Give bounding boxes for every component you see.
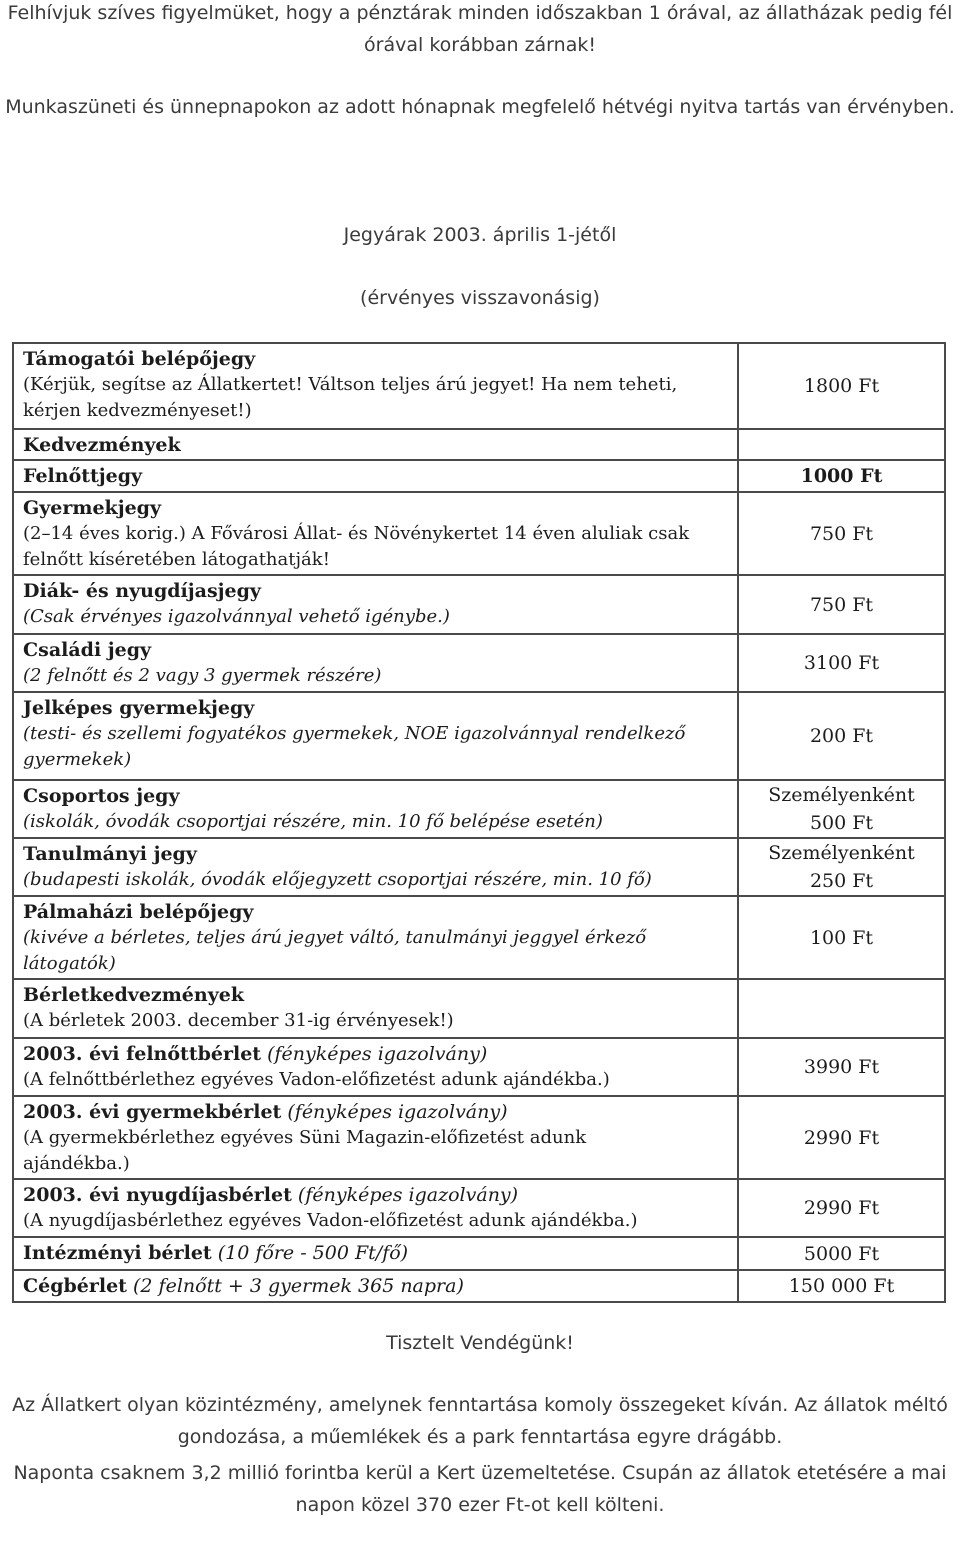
ticket-note: ajándékba.) <box>23 1153 130 1174</box>
price-row <box>13 429 945 460</box>
price-row <box>13 575 945 634</box>
ticket-title-text: Családi jegy <box>23 639 152 661</box>
price-row <box>13 634 945 692</box>
ticket-title <box>23 1240 730 1266</box>
ticket-description <box>13 1096 738 1179</box>
ticket-description <box>13 634 738 692</box>
ticket-price <box>738 1270 945 1302</box>
ticket-title-text: Tanulmányi jegy <box>23 843 197 865</box>
ticket-description <box>13 1237 738 1270</box>
ticket-price <box>738 780 945 838</box>
paragraph-line: napon közel 370 ezer Ft-ot kell költeni. <box>295 1494 665 1516</box>
price-value: 5000 Ft <box>803 1242 880 1265</box>
price-row <box>13 343 945 429</box>
price-value: Személyenként <box>768 784 915 806</box>
ticket-description <box>13 460 738 492</box>
ticket-description <box>13 1270 738 1302</box>
ticket-note: (Kérjük, segítse az Állatkertet! Váltson teljes árú jegyet! Ha nem teheti, <box>23 374 678 395</box>
ticket-note: (iskolák, óvodák csoportjai részére, min. 10 fő belépése esetén) <box>23 811 603 832</box>
holiday-notice: Munkaszüneti és ünnepnapokon az adott hónapnak megfelelő hétvégi nyitva tartás van érvényben. <box>5 96 955 118</box>
ticket-title-text: 2003. évi nyugdíjasbérlet <box>23 1184 292 1206</box>
price-row <box>13 1237 945 1270</box>
price-value: 750 Ft <box>809 593 874 616</box>
ticket-description <box>13 896 738 979</box>
ticket-title-text: Intézményi bérlet <box>23 1242 212 1264</box>
greeting: Tisztelt Vendégünk! <box>386 1332 574 1354</box>
ticket-title-text: Cégbérlet <box>23 1275 127 1297</box>
ticket-title <box>23 982 730 1008</box>
price-row <box>13 492 945 575</box>
paragraph-line: gondozása, a műemlékek és a park fenntartása egyre drágább. <box>177 1426 783 1448</box>
ticket-description <box>13 979 738 1038</box>
price-row <box>13 979 945 1038</box>
ticket-description <box>13 429 738 460</box>
ticket-note: (testi- és szellemi fogyatékos gyermekek, NOE igazolvánnyal rendelkező <box>23 723 686 744</box>
price-row <box>13 692 945 780</box>
price-value: 250 Ft <box>809 870 874 892</box>
ticket-description <box>13 343 738 429</box>
ticket-note: (A nyugdíjasbérlethez egyéves Vadon-előfizetést adunk ajándékba.) <box>23 1210 638 1231</box>
ticket-title-text: Pálmaházi belépőjegy <box>23 901 254 923</box>
ticket-note: felnőtt kíséretében látogathatják! <box>23 549 330 570</box>
ticket-title-note: (fényképes igazolvány) <box>261 1043 488 1065</box>
ticket-title <box>23 637 730 663</box>
notice-line: órával korábban zárnak! <box>364 34 596 56</box>
ticket-title-text: Bérletkedvezmények <box>23 984 244 1006</box>
ticket-title <box>23 463 730 489</box>
ticket-title <box>23 1182 730 1208</box>
ticket-title <box>23 899 730 925</box>
ticket-description <box>13 1038 738 1096</box>
ticket-note: kérjen kedvezményeset!) <box>23 400 252 421</box>
price-row <box>13 460 945 492</box>
closing-paragraph-2 <box>0 1457 960 1521</box>
ticket-title <box>23 695 730 721</box>
ticket-description <box>13 492 738 575</box>
price-value: 1000 Ft <box>800 465 883 487</box>
ticket-title <box>23 495 730 521</box>
price-value: 200 Ft <box>809 725 874 747</box>
ticket-title-note: (fényképes igazolvány) <box>291 1184 519 1206</box>
ticket-title-text: 2003. évi gyermekbérlet <box>23 1101 282 1123</box>
ticket-title <box>23 1273 730 1299</box>
price-value: 750 Ft <box>809 522 874 545</box>
price-value: 3990 Ft <box>803 1056 880 1078</box>
ticket-note: (A gyermekbérlethez egyéves Süni Magazin-előfizetést adunk <box>23 1127 587 1148</box>
price-row <box>13 1270 945 1302</box>
ticket-description <box>13 575 738 634</box>
ticket-title-text: 2003. évi felnőttbérlet <box>23 1043 262 1065</box>
ticket-note: (budapesti iskolák, óvodák előjegyzett csoportjai részére, min. 10 fő) <box>23 869 652 890</box>
ticket-description <box>13 780 738 838</box>
ticket-note: (Csak érvényes igazolvánnyal vehető igénybe.) <box>23 606 450 627</box>
price-value: 2990 Ft <box>803 1126 880 1149</box>
ticket-price <box>738 1179 945 1237</box>
ticket-price <box>738 460 945 492</box>
ticket-note: (A felnőttbérlethez egyéves Vadon-előfizetést adunk ajándékba.) <box>23 1069 610 1090</box>
closing-paragraph-1 <box>0 1389 960 1453</box>
ticket-description <box>13 838 738 896</box>
ticket-title-text: Támogatói belépőjegy <box>23 348 256 370</box>
price-value: 150 000 Ft <box>788 1275 895 1297</box>
ticket-price <box>738 692 945 780</box>
ticket-title <box>23 841 730 867</box>
price-row <box>13 838 945 896</box>
ticket-price <box>738 634 945 692</box>
price-value: 2990 Ft <box>803 1197 880 1219</box>
price-value: 100 Ft <box>809 926 874 949</box>
ticket-title-text: Diák- és nyugdíjasjegy <box>23 580 261 602</box>
ticket-title <box>23 1099 730 1125</box>
ticket-title-note: (10 főre - 500 Ft/fő) <box>211 1242 409 1264</box>
price-row <box>13 896 945 979</box>
price-value: 3100 Ft <box>803 652 880 674</box>
ticket-description <box>13 1179 738 1237</box>
ticket-note: (2–14 éves korig.) A Fővárosi Állat- és Növénykertet 14 éven aluliak csak <box>23 523 690 544</box>
notice-line: Felhívjuk szíves figyelmüket, hogy a pénztárak minden időszakban 1 órával, az állatházak pedig fél <box>7 2 953 24</box>
ticket-price <box>738 979 945 1038</box>
ticket-note: (2 felnőtt és 2 vagy 3 gyermek részére) <box>23 665 382 686</box>
prices-validity: (érvényes visszavonásig) <box>360 287 600 309</box>
ticket-title-text: Gyermekjegy <box>23 497 162 519</box>
prices-title: Jegyárak 2003. április 1-jétől <box>343 224 617 246</box>
price-row <box>13 1179 945 1237</box>
price-row <box>13 1096 945 1179</box>
ticket-title <box>23 346 730 372</box>
ticket-price <box>738 429 945 460</box>
ticket-title-note: (2 felnőtt + 3 gyermek 365 napra) <box>126 1275 464 1297</box>
ticket-price <box>738 492 945 575</box>
paragraph-line: Naponta csaknem 3,2 millió forintba kerül a Kert üzemeltetése. Csupán az állatok etetésére a mai <box>13 1462 947 1484</box>
ticket-title-text: Kedvezmények <box>23 434 181 456</box>
ticket-price <box>738 1038 945 1096</box>
ticket-title-text: Jelképes gyermekjegy <box>23 697 255 719</box>
ticket-price <box>738 575 945 634</box>
paragraph-line: Az Állatkert olyan közintézmény, amelynek fenntartása komoly összegeket kíván. Az állatok méltó <box>12 1394 948 1416</box>
price-row <box>13 1038 945 1096</box>
ticket-title-text: Csoportos jegy <box>23 785 180 807</box>
ticket-title-text: Felnőttjegy <box>23 465 143 487</box>
ticket-price <box>738 896 945 979</box>
price-row <box>13 780 945 838</box>
price-value: Személyenként <box>768 842 915 864</box>
ticket-note: (kivéve a bérletes, teljes árú jegyet váltó, tanulmányi jeggyel érkező látogatók) <box>23 927 647 974</box>
ticket-title <box>23 578 730 604</box>
price-value: 1800 Ft <box>803 375 880 397</box>
ticket-title-note: (fényképes igazolvány) <box>281 1101 508 1123</box>
ticket-description <box>13 692 738 780</box>
ticket-title <box>23 432 730 458</box>
ticket-note: gyermekek) <box>23 749 132 770</box>
ticket-note: (A bérletek 2003. december 31-ig érvényesek!) <box>23 1010 454 1031</box>
price-table <box>12 342 946 1297</box>
price-value: 500 Ft <box>809 812 874 834</box>
ticket-price <box>738 1096 945 1179</box>
closing-time-notice <box>0 0 960 61</box>
ticket-price <box>738 1237 945 1270</box>
ticket-price <box>738 343 945 429</box>
ticket-title <box>23 1041 730 1067</box>
ticket-price <box>738 838 945 896</box>
ticket-title <box>23 783 730 809</box>
